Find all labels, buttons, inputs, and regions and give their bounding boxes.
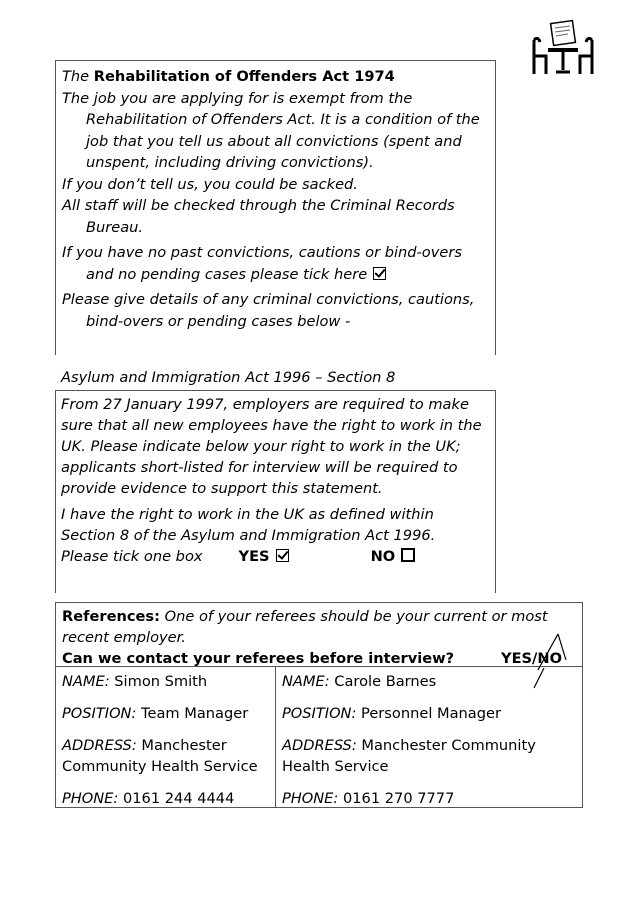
rehab-no-convictions-text: If you have no past convictions, cautions or bind-overs and no pending cases please tick here [62, 244, 462, 283]
yes-checkbox-icon[interactable] [276, 549, 289, 562]
no-convictions-checkbox-icon[interactable] [373, 267, 386, 280]
asylum-tick-row: Please tick one box YES NO [61, 546, 490, 567]
references-intro: References: One of your referees should be your current or most recent employer. [62, 608, 548, 646]
contact-referees-question: Can we contact your referees before interview? YES/NO [62, 650, 562, 667]
no-checkbox-icon[interactable] [401, 548, 415, 562]
yes-label: YES [238, 548, 270, 565]
asylum-right-to-work-text: I have the right to work in the UK as defined within Section 8 of the Asylum and Immigration Act 1996. [61, 506, 436, 544]
asylum-requirement-text: From 27 January 1997, employers are required to make sure that all new employees have the right to work in the UK. Please indicate below your right to work in the UK; applicants short-listed for interview will be required to provide evidence to support this statement. [61, 396, 482, 497]
referee-2-name: NAME: Carole Barnes [282, 673, 437, 690]
yes-no-choice[interactable]: YES/NO [501, 650, 562, 667]
rehab-sacked-text: If you don’t tell us, you could be sacked. [62, 175, 358, 193]
referees-grid [56, 667, 582, 808]
referee-2-position: POSITION: Personnel Manager [282, 705, 501, 722]
rehab-details-text: Please give details of any criminal convictions, cautions, bind-overs or pending cases below - [62, 291, 475, 330]
references-section [55, 602, 583, 808]
no-label: NO [370, 548, 396, 565]
references-header [56, 603, 582, 667]
referee-1-position: POSITION: Team Manager [62, 705, 249, 722]
referee-1-phone: PHONE: 0161 244 4444 [62, 790, 235, 807]
referee-2 [276, 667, 582, 808]
referee-1-address: ADDRESS: Manchester Community Health Service [62, 737, 258, 775]
referee-1-name: NAME: Simon Smith [62, 673, 208, 690]
asylum-section [55, 390, 496, 593]
referee-2-phone: PHONE: 0161 270 7777 [282, 790, 455, 807]
table-chairs-logo-icon [528, 18, 598, 78]
rehab-exemption-text: The job you are applying for is exempt from the Rehabilitation of Offenders Act. It is a condition of the job that you tell us about all convictions (spent and unspent, including driving convictions). [62, 89, 480, 171]
rehab-crb-text: All staff will be checked through the Criminal Records Bureau. [62, 197, 455, 236]
rehab-title: The Rehabilitation of Offenders Act 1974 [62, 68, 395, 85]
referee-1 [56, 667, 276, 808]
asylum-title: Asylum and Immigration Act 1996 – Section 8 [61, 369, 396, 386]
referee-2-address: ADDRESS: Manchester Community Health Service [282, 737, 536, 775]
rehabilitation-section [55, 60, 496, 355]
